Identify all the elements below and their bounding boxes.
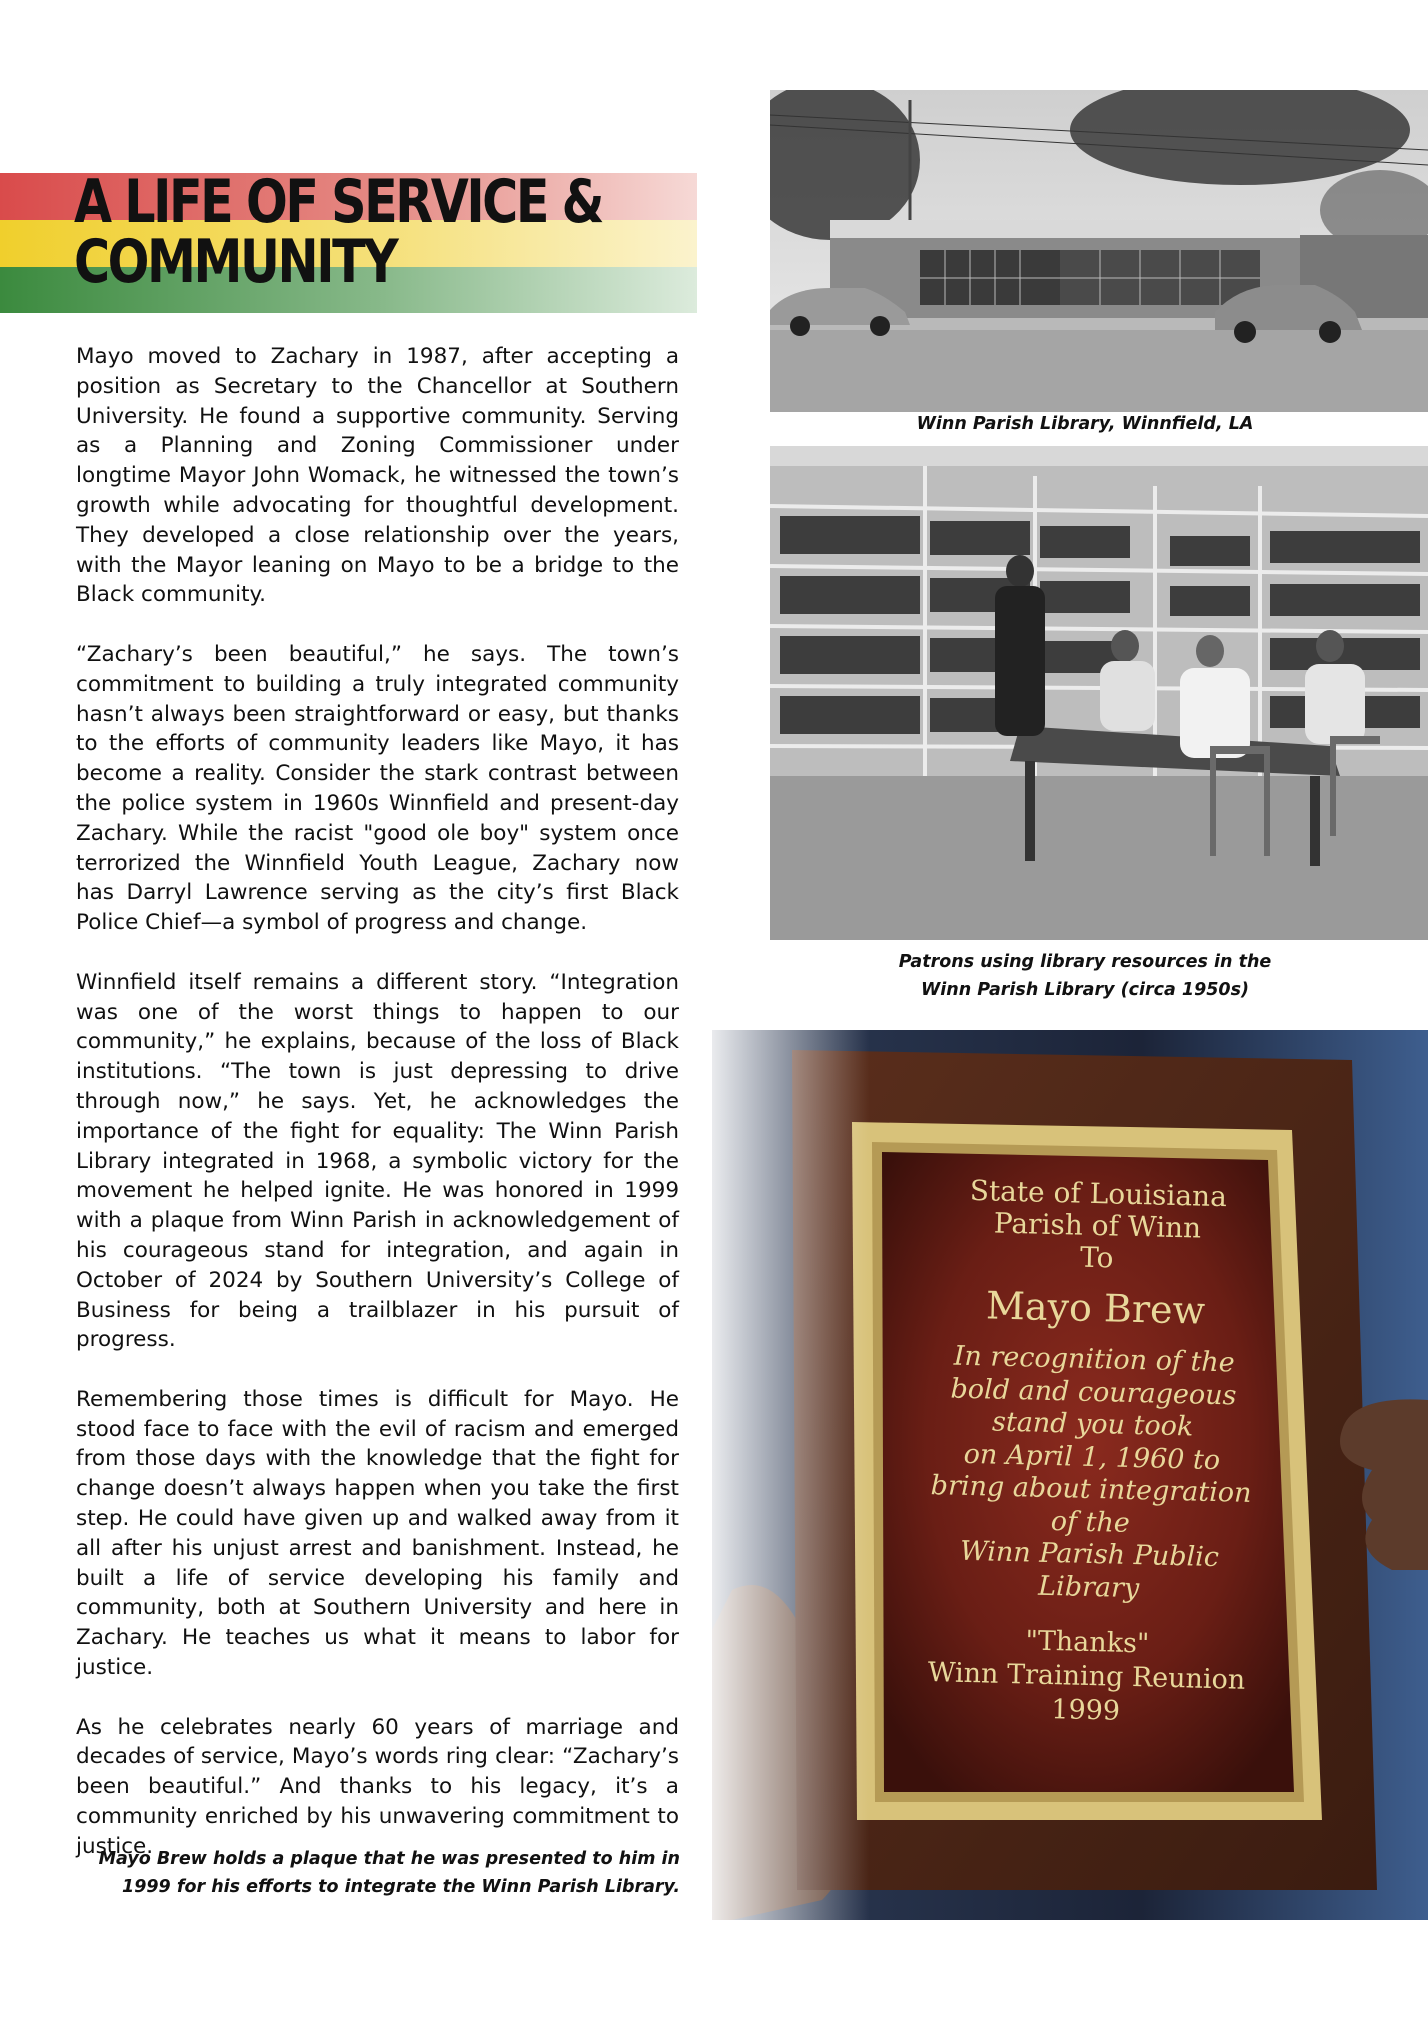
interior-caption-line-1: Patrons using library resources in the [898, 952, 1272, 972]
plaque-line-1: State of Louisiana [969, 1173, 1228, 1214]
title-line-1: A LIFE OF SERVICE & [74, 167, 603, 237]
plaque-name: Mayo Brew [985, 1283, 1206, 1333]
interior-caption-line-2: Winn Parish Library (circa 1950s) [920, 980, 1250, 1000]
article-body [76, 342, 679, 1891]
plaque-recognition-line: In recognition of the [953, 1340, 1236, 1379]
plaque-photo [712, 1030, 1428, 1920]
plaque-recognition [883, 1339, 1299, 1609]
library-interior-caption [850, 948, 1320, 1004]
library-interior-photo [770, 446, 1428, 940]
plaque-line-3: To [1079, 1240, 1114, 1275]
plaque-recognition-line: on April 1, 1960 to [963, 1438, 1221, 1476]
title-line-2: COMMUNITY [74, 227, 397, 297]
plaque-recognition-line: stand you took [991, 1406, 1194, 1443]
paragraph: Mayo moved to Zachary in 1987, after accepting a position as Secretary to the Chancellor at Southern University. He found a supportive community. Serving as a Planning and Zoning Commissioner under longtime Mayor John Womack, he witnessed the town’s growth while advocating for thoughtful development. They developed a close relationship over the years, with the Mayor leaning on Mayo to be a bridge to the Black community. [76, 344, 679, 608]
plaque-caption [70, 1845, 680, 1901]
plaque-caption-line-1: Mayo Brew holds a plaque that he was presented to him in [98, 1849, 680, 1869]
plaque-from: Winn Training Reunion [927, 1657, 1246, 1696]
paragraph: “Zachary’s been beautiful,” he says. The town’s commitment to building a truly integrated community hasn’t always been straightforward or easy, but thanks to the efforts of community leaders like Mayo, it has become a reality. Consider the stark contrast between the police system in 1960s Winnfield and present-day Zachary. While the racist "good ole boy" system once terrorized the Winnfield Youth League, Zachary now has Darryl Lawrence serving as the city’s first Black Police Chief—a symbol of progress and change. [76, 641, 679, 936]
paragraph: As he celebrates nearly 60 years of marriage and decades of service, Mayo’s words ring clear: “Zachary’s been beautiful.” And thanks to his legacy, it’s a community enriched by his unwavering commitment to justice. [76, 1714, 679, 1859]
library-exterior-photo [770, 90, 1428, 412]
plaque-thanks: "Thanks" [1025, 1625, 1150, 1660]
plaque-recognition-line: bring about integration [930, 1470, 1252, 1509]
plaque-engraving [880, 1173, 1303, 1733]
plaque-recognition-line: Winn Parish Public [959, 1535, 1220, 1574]
library-exterior-caption: Winn Parish Library, Winnfield, LA [916, 414, 1254, 434]
plaque-recognition-line: Library [1037, 1570, 1140, 1604]
plaque-line-2: Parish of Winn [993, 1206, 1202, 1245]
plaque-year: 1999 [1050, 1694, 1121, 1727]
plaque-recognition-line: bold and courageous [950, 1373, 1237, 1412]
plaque-caption-line-2: 1999 for his efforts to integrate the Winn Parish Library. [122, 1877, 680, 1897]
plaque-recognition-line: of the [1050, 1505, 1131, 1539]
paragraph: Remembering those times is difficult for Mayo. He stood face to face with the evil of racism and emerged from those days with the knowledge that the fight for change doesn’t always happen when you take the first step. He could have given up and walked away from it all after his unjust arrest and banishment. Instead, he built a life of service developing his family and community, both at Southern University and here in Zachary. He teaches us what it means to labor for justice. [76, 1386, 679, 1681]
paragraph: Winnfield itself remains a different story. “Integration was one of the worst things to happen to our community,” he explains, because of the loss of Black institutions. “The town is just depressing to drive through now,” he says. Yet, he acknowledges the importance of the fight for equality: The Winn Parish Library integrated in 1968, a symbolic victory for the movement he helped ignite. He was honored in 1999 with a plaque from Winn Parish in acknowledgement of his courageous stand for integration, and again in October of 2024 by Southern University’s College of Business for being a trailblazer in his pursuit of progress. [76, 969, 679, 1353]
page-title [74, 167, 603, 297]
